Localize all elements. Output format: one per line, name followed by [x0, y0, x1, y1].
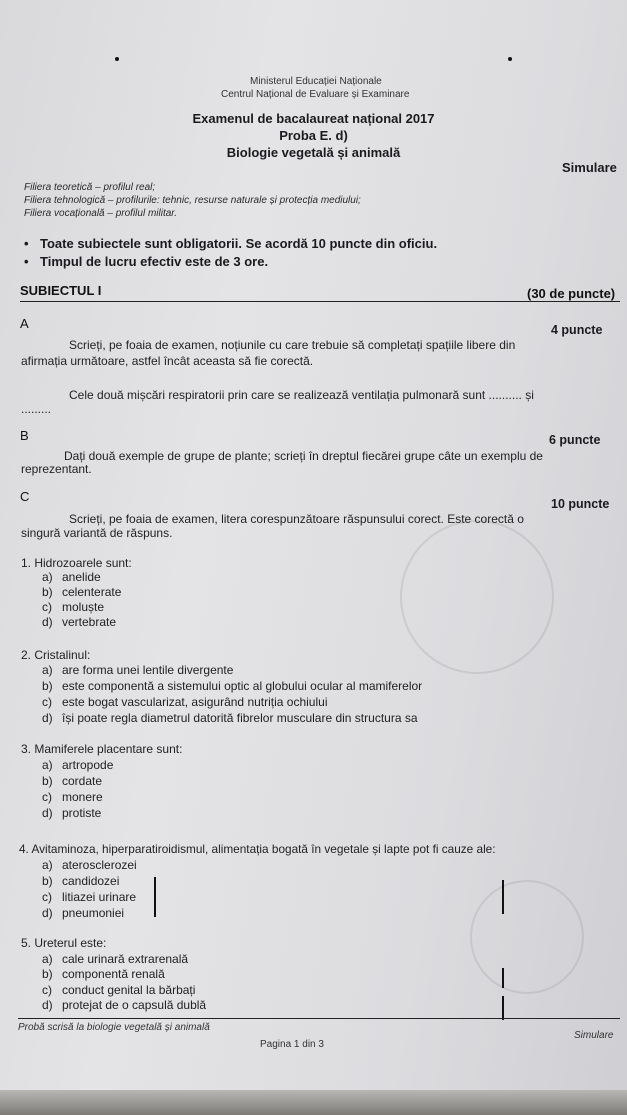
profile-line: Filiera teoretică – profilul real; [24, 182, 156, 193]
part-points: 10 puncte [551, 497, 610, 511]
answer-option: a) cale urinară extrarenală [42, 952, 189, 966]
pen-mark [154, 877, 156, 917]
answer-option: c) conduct genital la bărbați [42, 983, 196, 997]
simulation-label: Simulare [562, 160, 617, 175]
part-instruction: singură variantă de răspuns. [21, 526, 173, 540]
answer-option: b) este componentă a sistemului optic al globului ocular al mamiferelor [42, 679, 423, 693]
section-points: (30 de puncte) [527, 286, 616, 301]
answer-option: c) este bogat vascularizat, asigurând nutriția ochiului [42, 695, 328, 709]
part-points: 4 puncte [551, 323, 603, 337]
answer-option: d) protejat de o capsulă dublă [42, 998, 207, 1012]
part-statement-end: ......... [21, 402, 52, 416]
part-letter: C [20, 489, 30, 504]
stamp-watermark [470, 880, 584, 994]
photo-edge [0, 1090, 627, 1115]
punch-dot-left [115, 57, 119, 61]
section-divider [20, 301, 620, 302]
answer-option: b) candidozei [42, 874, 120, 888]
footer-left: Probă scrisă la biologie vegetală și animală [18, 1022, 210, 1033]
part-instruction: Dați două exemple de grupe de plante; scrieți în dreptul fiecărei grupe câte un exemplu de [64, 449, 543, 463]
pen-mark [502, 880, 504, 914]
answer-option: b) celenterate [42, 585, 122, 599]
part-letter: B [20, 428, 29, 443]
part-instruction: afirmația următoare, astfel încât aceasta să fie corectă. [21, 354, 314, 368]
answer-option: d) își poate regla diametrul datorită fibrelor musculare din structura sa [42, 711, 418, 725]
test-title: Proba E. d) [279, 128, 348, 143]
answer-option: c) litiazei urinare [42, 890, 137, 904]
answer-option: d) pneumoniei [42, 906, 125, 920]
pen-mark [502, 996, 504, 1020]
answer-option: a) aterosclerozei [42, 858, 137, 872]
part-instruction: reprezentant. [21, 462, 92, 476]
answer-option: a) artropode [42, 758, 114, 772]
answer-option: d) vertebrate [42, 615, 117, 629]
part-statement: Cele două mișcări respiratorii prin care se realizează ventilația pulmonară sunt .......... și [69, 388, 534, 402]
rule-text: Toate subiectele sunt obligatorii. Se acordă 10 puncte din oficiu. [40, 236, 438, 251]
answer-option: b) componentă renală [42, 967, 165, 981]
answer-option: a) anelide [42, 570, 101, 584]
question-stem: 1. Hidrozoarele sunt: [21, 556, 132, 570]
center-name: Centrul Național de Evaluare și Examinare [221, 89, 410, 100]
rule-text: Timpul de lucru efectiv este de 3 ore. [40, 254, 269, 269]
rule-bullet: • [24, 254, 29, 269]
question-stem: 5. Ureterul este: [21, 936, 107, 950]
pen-mark [502, 968, 504, 988]
subject-title: Biologie vegetală și animală [226, 145, 401, 160]
part-instruction: Scrieți, pe foaia de examen, noțiunile cu care trebuie să completați spațiile libere din [69, 338, 516, 352]
part-points: 6 puncte [549, 433, 601, 447]
answer-option: b) cordate [42, 774, 103, 788]
answer-option: a) are forma unei lentile divergente [42, 663, 234, 677]
profile-line: Filiera tehnologică – profilurile: tehnic, resurse naturale și protecția mediului; [24, 195, 361, 206]
section-title: SUBIECTUL I [20, 283, 102, 298]
profile-line: Filiera vocațională – profilul militar. [24, 208, 178, 219]
exam-title: Examenul de bacalaureat național 2017 [192, 111, 435, 126]
question-stem: 3. Mamiferele placentare sunt: [21, 742, 183, 756]
footer-divider [18, 1018, 620, 1019]
stamp-watermark [400, 520, 554, 674]
question-stem: 2. Cristalinul: [21, 648, 91, 662]
answer-option: c) monere [42, 790, 103, 804]
rule-bullet: • [24, 236, 29, 251]
answer-option: d) protiste [42, 806, 102, 820]
punch-dot-right [508, 57, 512, 61]
footer-right: Simulare [574, 1030, 614, 1041]
part-letter: A [20, 316, 29, 331]
part-instruction: Scrieți, pe foaia de examen, litera corespunzătoare răspunsului corect. Este corectă o [69, 512, 524, 526]
ministry-name: Ministerul Educației Naționale [250, 76, 382, 87]
page-number: Pagina 1 din 3 [260, 1039, 324, 1050]
answer-option: c) moluște [42, 600, 105, 614]
question-stem: 4. Avitaminoza, hiperparatiroidismul, alimentația bogată în vegetale și lapte pot fi cauze ale: [19, 842, 496, 856]
